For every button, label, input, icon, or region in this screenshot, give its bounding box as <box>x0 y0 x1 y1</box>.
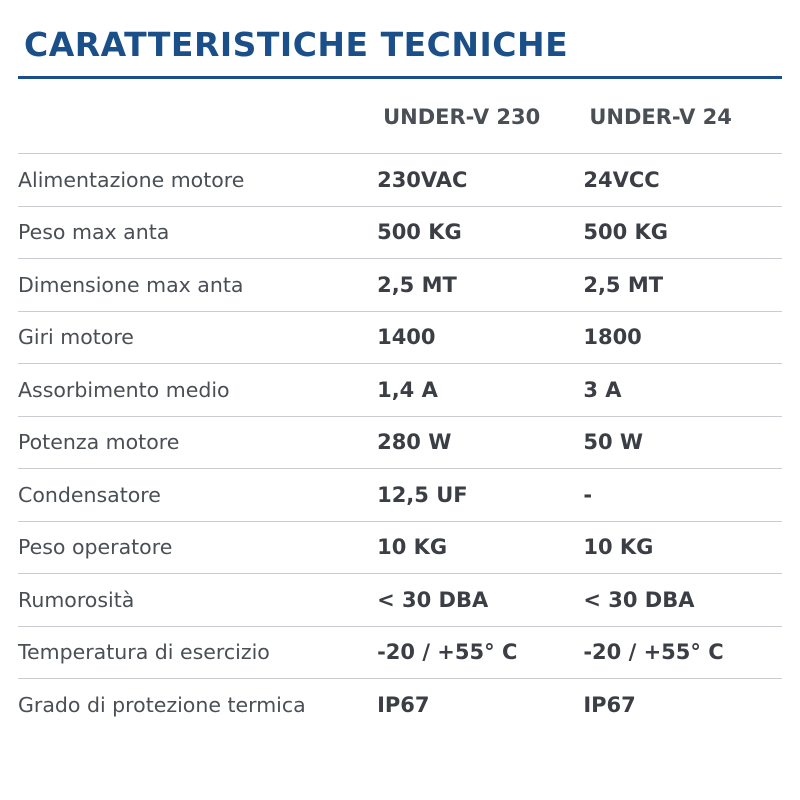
table-row <box>18 311 782 364</box>
column-header-under-v-24: UNDER-V 24 <box>583 81 782 154</box>
table-row <box>18 521 782 574</box>
spec-label: Assorbimento medio <box>18 364 377 417</box>
spec-value-24: 1800 <box>583 311 782 364</box>
table-row <box>18 364 782 417</box>
spec-value-24: 500 KG <box>583 206 782 259</box>
spec-label: Peso max anta <box>18 206 377 259</box>
spec-label: Potenza motore <box>18 416 377 469</box>
spec-value-24: 2,5 MT <box>583 259 782 312</box>
spec-value-230: 2,5 MT <box>377 259 583 312</box>
spec-value-24: - <box>583 469 782 522</box>
spec-label: Alimentazione motore <box>18 154 377 207</box>
spec-value-230: 500 KG <box>377 206 583 259</box>
table-row <box>18 626 782 679</box>
table-row <box>18 679 782 731</box>
spec-label: Rumorosità <box>18 574 377 627</box>
spec-value-24: -20 / +55° C <box>583 626 782 679</box>
spec-value-230: -20 / +55° C <box>377 626 583 679</box>
table-row <box>18 416 782 469</box>
spec-value-230: < 30 DBA <box>377 574 583 627</box>
table-header-row <box>18 81 782 154</box>
spec-value-230: IP67 <box>377 692 430 717</box>
spec-value-230: 280 W <box>377 416 583 469</box>
spec-value-230: 12,5 UF <box>377 469 583 522</box>
spec-value-230: 230VAC <box>377 154 583 207</box>
spec-label: Peso operatore <box>18 521 377 574</box>
technical-specs-table <box>18 81 782 731</box>
table-row <box>18 469 782 522</box>
spec-value-24: 3 A <box>583 364 782 417</box>
table-row <box>18 574 782 627</box>
title-divider <box>18 76 782 79</box>
spec-label: Giri motore <box>18 311 377 364</box>
spec-label: Condensatore <box>18 469 377 522</box>
spec-value-24: IP67 <box>583 692 636 717</box>
spec-value-24: < 30 DBA <box>583 574 782 627</box>
spec-label: Temperatura di esercizio <box>18 626 377 679</box>
spec-value-230: 10 KG <box>377 521 583 574</box>
spec-value-230: 1400 <box>377 311 583 364</box>
spec-label: Dimensione max anta <box>18 259 377 312</box>
spec-value-24: 10 KG <box>583 521 782 574</box>
page-title: CARATTERISTICHE TECNICHE <box>24 25 569 64</box>
column-header-spec <box>18 81 377 154</box>
spec-value-24: 50 W <box>583 416 782 469</box>
table-row <box>18 259 782 312</box>
spec-value-24: 24VCC <box>583 154 782 207</box>
table-row <box>18 206 782 259</box>
column-header-under-v-230: UNDER-V 230 <box>377 81 583 154</box>
spec-value-230: 1,4 A <box>377 364 583 417</box>
spec-label: Grado di protezione termica <box>18 692 306 717</box>
table-row <box>18 154 782 207</box>
